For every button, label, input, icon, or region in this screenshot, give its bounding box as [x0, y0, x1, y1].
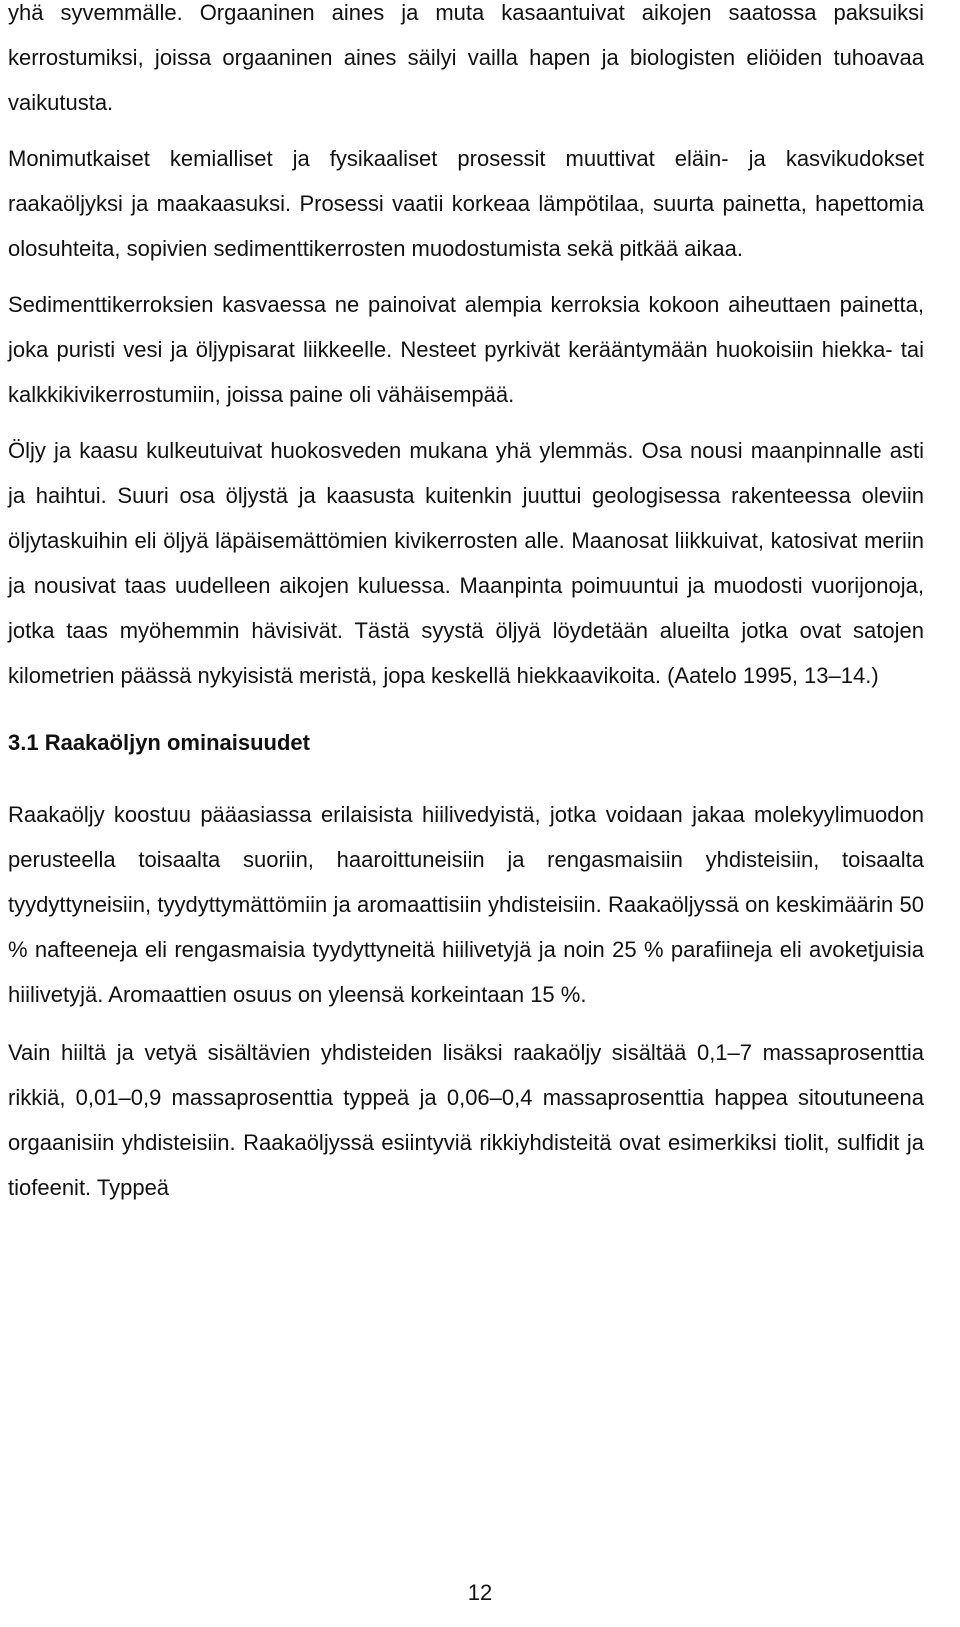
document-page: [8, 0, 924, 1210]
section-heading: 3.1 Raakaöljyn ominaisuudet: [8, 730, 310, 755]
page-number: 12: [467, 1580, 493, 1605]
paragraph-6: Vain hiiltä ja vetyä sisältävien yhdisteiden lisäksi raakaöljy sisältää 0,1–7 massaprosenttia rikkiä, 0,01–0,9 massaprosenttia typpeä ja 0,06–0,4 massaprosenttia happea sitoutuneena orgaanisiin yhdisteisiin. Raakaöljyssä esiintyviä rikkiyhdisteitä ovat esimerkiksi tiolit, sulfidit ja tiofeenit. Typpeä: [8, 1040, 924, 1200]
paragraph-3: Sedimenttikerroksien kasvaessa ne painoivat alempia kerroksia kokoon aiheuttaen painetta, joka puristi vesi ja öljypisarat liikkeelle. Nesteet pyrkivät kerääntymään huokoisiin hiekka- tai kalkkikivikerrostumiin, joissa paine oli vähäisempää.: [8, 292, 924, 407]
paragraph-1: yhä syvemmälle. Orgaaninen aines ja muta kasaantuivat aikojen saatossa paksuiksi kerrostumiksi, joissa orgaaninen aines säilyi vailla hapen ja biologisten eliöiden tuhoavaa vaikutusta.: [8, 0, 924, 115]
paragraph-5: Raakaöljy koostuu pääasiassa erilaisista hiilivedyistä, jotka voidaan jakaa molekyylimuodon perusteella toisaalta suoriin, haaroittuneisiin ja rengasmaisiin yhdisteisiin, toisaalta tyydyttyneisiin, tyydyttymättömiin ja aromaattisiin yhdisteisiin. Raakaöljyssä on keskimäärin 50 % nafteeneja eli rengasmaisia tyydyttyneitä hiilivetyjä ja noin 25 % parafiineja eli avoketjuisia hiilivetyjä. Aromaattien osuus on yleensä korkeintaan 15 %.: [8, 802, 924, 1007]
paragraph-4: Öljy ja kaasu kulkeutuivat huokosveden mukana yhä ylemmäs. Osa nousi maanpinnalle asti ja haihtui. Suuri osa öljystä ja kaasusta kuitenkin juuttui geologisessa rakenteessa oleviin öljytaskuihin eli öljyä läpäisemättömien kivikerrosten alle. Maanosat liikkuivat, katosivat meriin ja nousivat taas uudelleen aikojen kuluessa. Maanpinta poimuuntui ja muodosti vuorijonoja, jotka taas myöhemmin hävisivät. Tästä syystä öljyä löydetään alueilta jotka ovat satojen kilometrien päässä nykyisistä meristä, jopa keskellä hiekkaavikoita. (Aatelo 1995, 13–14.): [8, 438, 924, 688]
paragraph-2: Monimutkaiset kemialliset ja fysikaaliset prosessit muuttivat eläin- ja kasvikudokset raakaöljyksi ja maakaasuksi. Prosessi vaatii korkeaa lämpötilaa, suurta painetta, hapettomia olosuhteita, sopivien sedimenttikerrosten muodostumista sekä pitkää aikaa.: [8, 146, 924, 261]
